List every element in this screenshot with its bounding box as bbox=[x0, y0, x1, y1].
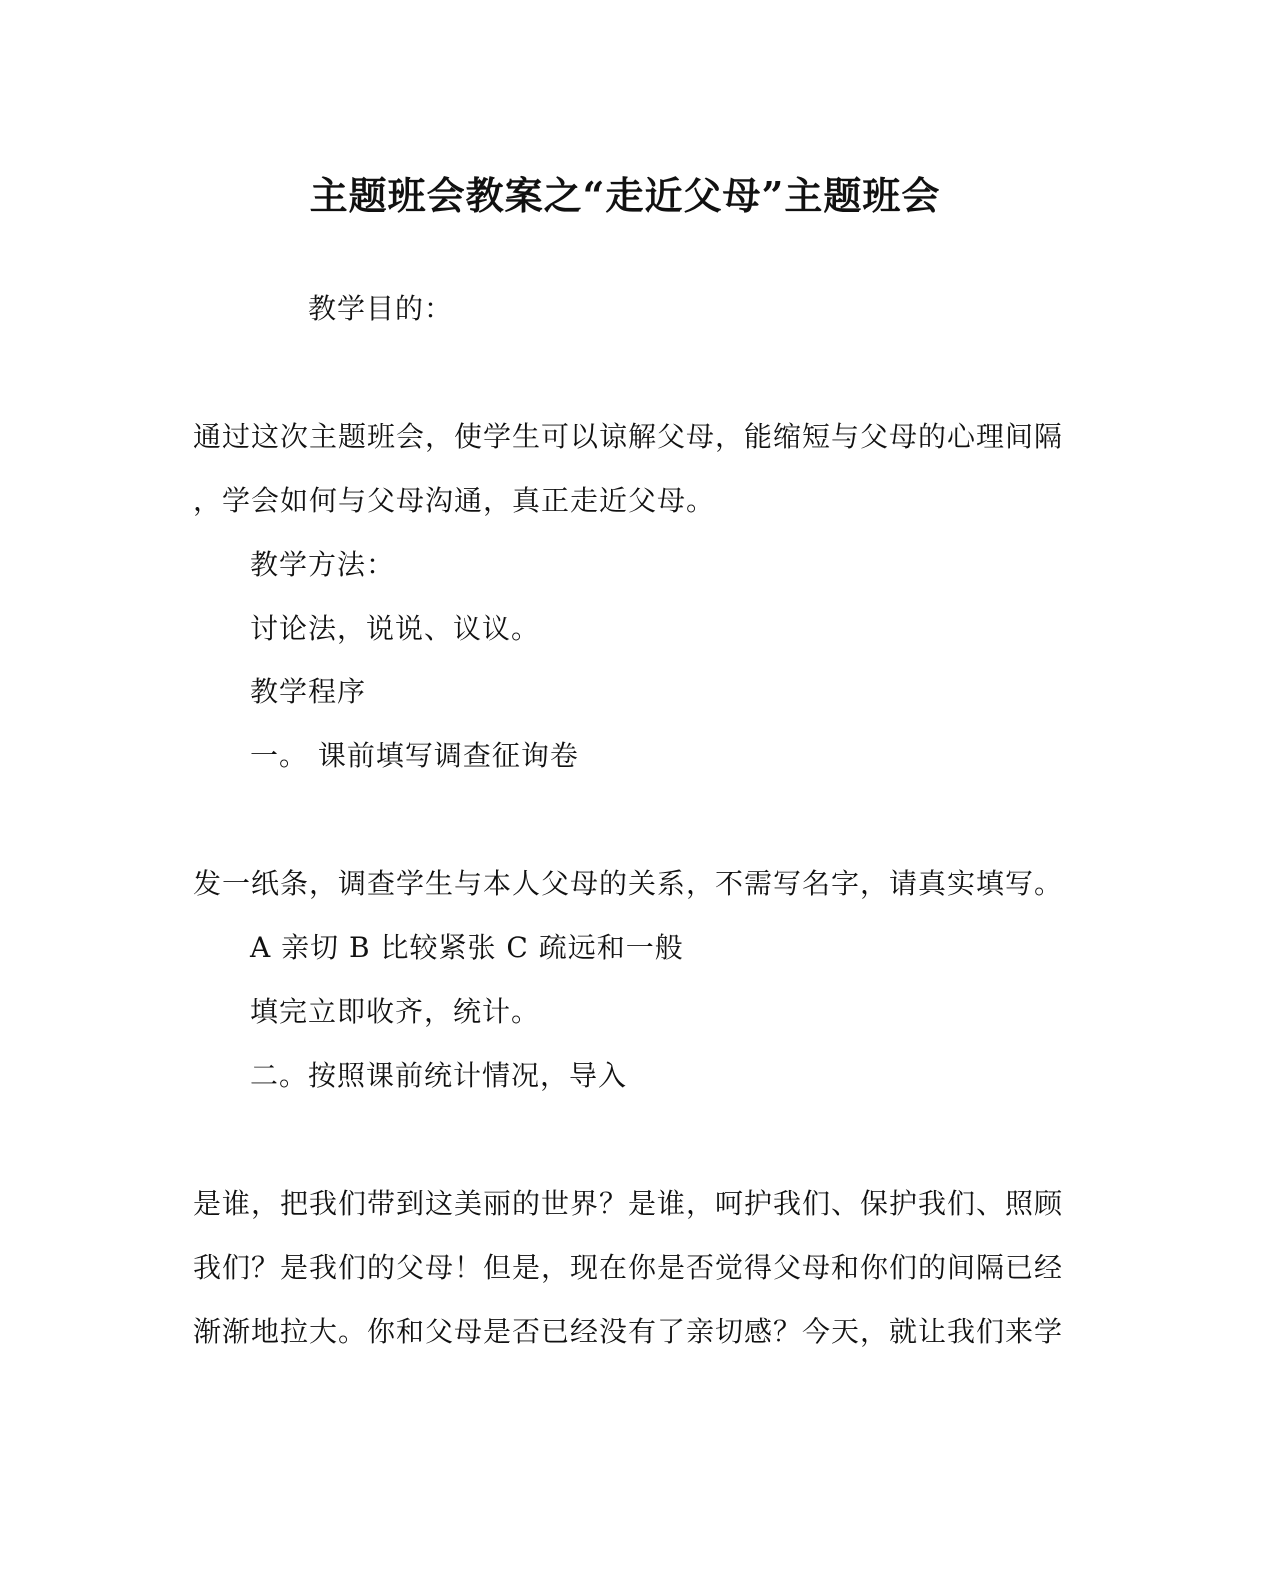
paragraph-line: 填完立即收齐，统计。 bbox=[250, 995, 541, 1028]
paragraph-line: 讨论法，说说、议议。 bbox=[250, 612, 541, 645]
paragraph-line: 发一纸条，调查学生与本人父母的关系，不需写名字，请真实填写。 bbox=[193, 867, 1064, 900]
survey-options: A 亲切 B 比较紧张 C 疏远和一般 bbox=[250, 931, 684, 964]
paragraph-line: 通过这次主题班会，使学生可以谅解父母，能缩短与父母的心理间隔 bbox=[193, 420, 1064, 453]
section-heading-procedure: 教学程序 bbox=[250, 675, 367, 708]
document-title: 主题班会教案之“走近父母”主题班会 bbox=[309, 173, 941, 218]
section-heading-method: 教学方法： bbox=[250, 548, 396, 581]
step-heading-two: 二。按照课前统计情况，导入 bbox=[250, 1059, 628, 1092]
step-heading-one: 一。 课前填写调查征询卷 bbox=[250, 739, 579, 772]
section-heading-objective: 教学目的： bbox=[308, 292, 454, 325]
paragraph-line: 我们？是我们的父母！但是，现在你是否觉得父母和你们的间隔已经 bbox=[193, 1251, 1064, 1284]
paragraph-line: ，学会如何与父母沟通，真正走近父母。 bbox=[193, 484, 716, 517]
paragraph-line: 是谁，把我们带到这美丽的世界？是谁，呵护我们、保护我们、照顾 bbox=[193, 1187, 1064, 1220]
paragraph-line: 渐渐地拉大。你和父母是否已经没有了亲切感？今天，就让我们来学 bbox=[193, 1315, 1064, 1348]
